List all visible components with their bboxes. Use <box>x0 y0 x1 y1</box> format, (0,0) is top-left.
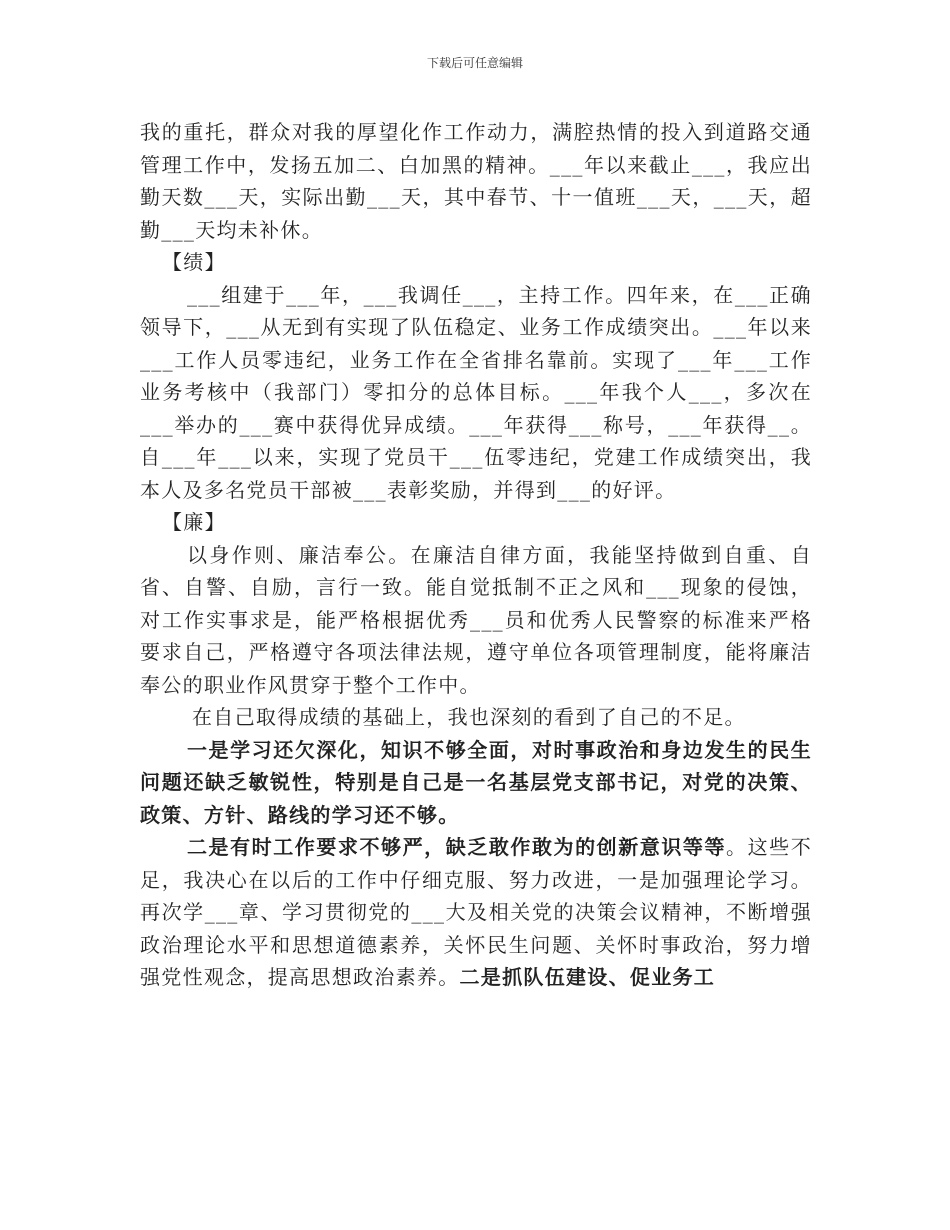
heading-text: 【廉】 <box>162 510 226 534</box>
paragraph-bold-lead: 二是有时工作要求不够严，缺乏敢作敢为的创新意识等等 <box>187 835 727 859</box>
paragraph-text: 。这些不足，我决心在以后的工作中仔细克服、努力改进，一是加强理论学习。再次学___章、学习贯彻党的___大及相关党的决策会议精神，不断增强政治理论水平和思想道德素养，关怀民生问题、关怀时事政治，努力增强党性观念，提高思想政治素养。 <box>140 835 812 989</box>
paragraph-integrity <box>140 539 812 702</box>
paragraph-text: 在自己取得成绩的基础上，我也深刻的看到了自己的不足。 <box>192 705 746 729</box>
paragraph-shortcoming-one <box>140 734 812 832</box>
heading-text: 【绩】 <box>162 250 226 274</box>
paragraph-text: ___组建于___年，___我调任___，主持工作。四年来，在___正确领导下，___从无到有实现了队伍稳定、业务工作成绩突出。___年以来___工作人员零违纪，业务工作在全省排名靠前。实现了___年___工作业务考核中（我部门）零扣分的总体目标。___年我个人___，多次在___举办的___赛中获得优异成绩。___年获得___称号，___年获得__。自___年___以来，实现了党员干___伍零违纪，党建工作成绩突出，我本人及多名党员干部被___表彰奖励，并得到___的好评。 <box>140 282 812 502</box>
document-body <box>140 116 812 994</box>
paragraph-shortcoming-two <box>140 831 812 994</box>
paragraph-text: 以身作则、廉洁奉公。在廉洁自律方面，我能坚持做到自重、自省、自警、自励，言行一致。能自觉抵制不正之风和___现象的侵蚀，对工作实事求是，能严格根据优秀___员和优秀人民警察的标准来严格要求自己，严格遵守各项法律法规，遵守单位各项管理制度，能将廉洁奉公的职业作风贯穿于整个工作中。 <box>140 542 812 697</box>
paragraph-continuation <box>140 116 812 246</box>
paragraph-bold-tail: 二是抓队伍建设、促业务工 <box>459 965 716 989</box>
page-header: 下载后可任意编辑 <box>426 56 523 70</box>
paragraph-achievements <box>140 279 812 507</box>
paragraph-text: 我的重托，群众对我的厚望化作工作动力，满腔热情的投入到道路交通管理工作中，发扬五加二、白加黑的精神。___年以来截止___，我应出勤天数___天，实际出勤___天，其中春节、十一值班___天，___天，超勤___天均未补休。 <box>140 120 812 242</box>
paragraph-text: 一是学习还欠深化，知识不够全面，对时事政治和身边发生的民生问题还缺乏敏锐性，特别是自己是一名基层党支部书记，对党的决策、政策、方针、路线的学习还不够。 <box>140 737 812 827</box>
section-heading-lian <box>140 506 812 539</box>
section-heading-ji <box>140 246 812 279</box>
paragraph-shortcomings-intro <box>140 701 812 734</box>
